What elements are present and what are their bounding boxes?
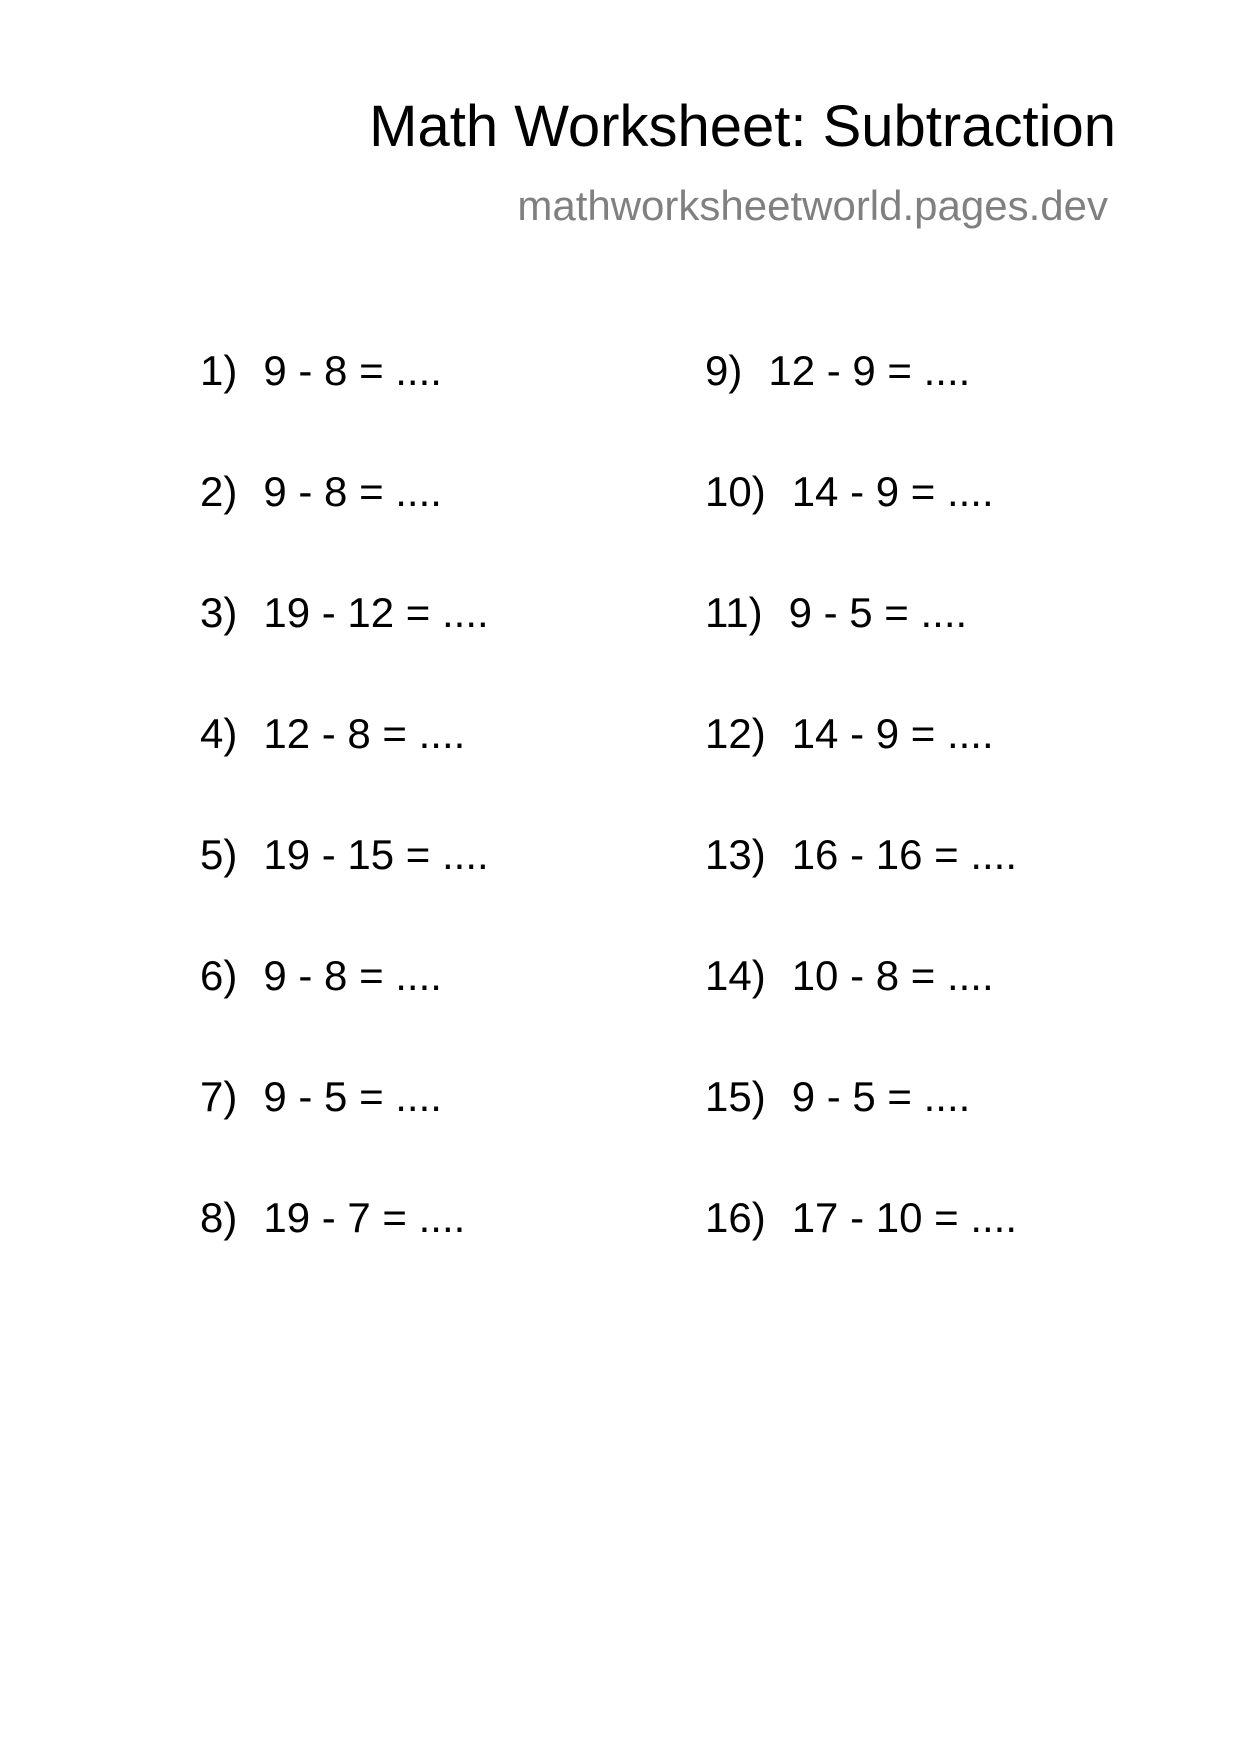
problem-number: 4) [200, 710, 238, 757]
problem-item [200, 1194, 489, 1318]
problem-number: 12) [705, 710, 766, 757]
problem-number: 6) [200, 952, 238, 999]
problem-number: 7) [200, 1073, 238, 1120]
problem-item [200, 952, 489, 1076]
problem-number: 16) [705, 1194, 766, 1241]
problem-column-right [705, 347, 1018, 1318]
problem-item [200, 347, 489, 471]
problem-expression: 9 - 8 = .... [263, 347, 442, 394]
problem-number: 1) [200, 347, 238, 394]
website-url: mathworksheetworld.pages.dev [517, 182, 1108, 229]
problem-item [705, 468, 1017, 592]
problem-number: 10) [705, 468, 766, 515]
problem-item [705, 710, 1017, 834]
problem-item [705, 589, 1017, 713]
problem-number: 11) [705, 589, 763, 636]
problem-expression: 12 - 9 = .... [768, 347, 971, 394]
problem-number: 9) [705, 347, 743, 394]
problem-expression: 9 - 5 = .... [263, 1073, 442, 1120]
problem-item [705, 831, 1018, 955]
problem-item [200, 710, 489, 834]
problem-expression: 19 - 7 = .... [263, 1194, 466, 1241]
problem-number: 8) [200, 1194, 238, 1241]
worksheet-title: Math Worksheet: Subtraction [369, 94, 1116, 159]
problem-expression: 14 - 9 = .... [791, 468, 994, 515]
problem-number: 5) [200, 831, 238, 878]
problem-expression: 9 - 5 = .... [791, 1073, 971, 1120]
problem-expression: 16 - 16 = .... [791, 831, 1018, 878]
problem-number: 14) [705, 952, 766, 999]
problem-item [705, 347, 1017, 471]
problem-expression: 12 - 8 = .... [263, 710, 466, 757]
problem-number: 13) [705, 831, 766, 878]
problem-expression: 19 - 12 = .... [263, 589, 489, 636]
problem-item [200, 468, 489, 592]
problem-expression: 14 - 9 = .... [791, 710, 994, 757]
problem-number: 2) [200, 468, 238, 515]
problem-item [200, 831, 489, 955]
problem-expression: 10 - 8 = .... [791, 952, 994, 999]
problem-expression: 9 - 5 = .... [788, 589, 968, 636]
problem-item [705, 1194, 1018, 1318]
problem-expression: 9 - 8 = .... [263, 468, 442, 515]
problem-item [200, 1073, 489, 1197]
problem-item [705, 1073, 1017, 1197]
problem-expression: 9 - 8 = .... [263, 952, 442, 999]
problem-column-left [200, 347, 489, 1318]
problem-number: 15) [705, 1073, 766, 1120]
problem-number: 3) [200, 589, 238, 636]
problem-item [200, 589, 489, 713]
problem-item [705, 952, 1017, 1076]
problem-expression: 19 - 15 = .... [263, 831, 489, 878]
problem-expression: 17 - 10 = .... [791, 1194, 1018, 1241]
